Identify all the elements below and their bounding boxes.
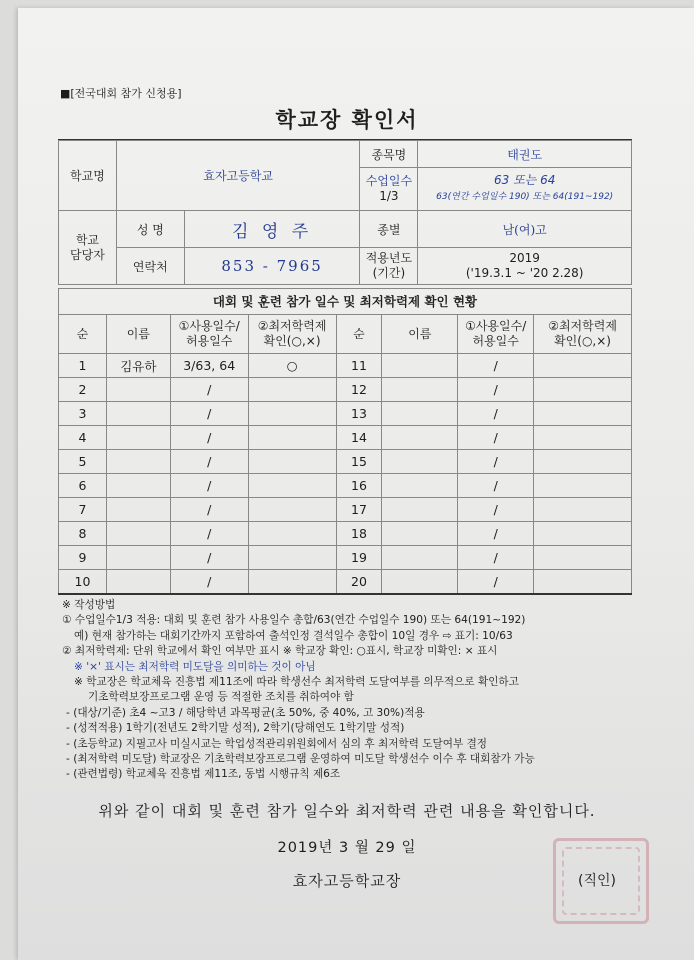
header-min-right-2: 확인(○,×) [554, 334, 611, 348]
row-days: / [458, 498, 534, 522]
row-name [382, 378, 458, 402]
instruction-line: - (관련법령) 학교체육 진흥법 제11조, 동법 시행규칙 제6조 [66, 768, 341, 781]
row-name [106, 522, 170, 546]
row-name: 김유하 [106, 354, 170, 378]
instructions [62, 598, 662, 783]
row-no: 16 [336, 474, 382, 498]
check-table-header [59, 315, 632, 354]
days-label-2: 1/3 [379, 189, 399, 203]
manager-label [59, 211, 117, 285]
row-no: 13 [336, 402, 382, 426]
header-min-left-1: ②최저학력제 [257, 319, 327, 333]
row-min [534, 378, 632, 402]
row-name [106, 546, 170, 570]
instruction-line: - (초등학교) 지필고사 미실시교는 학업성적관리위원회에서 심의 후 최저학력 도달여부 결정 [66, 737, 488, 750]
row-name [382, 570, 458, 595]
school-name: 효자고등학교 [116, 141, 360, 211]
row-name [382, 522, 458, 546]
row-days: / [170, 402, 248, 426]
contact-label: 연락처 [116, 248, 184, 285]
row-min [248, 450, 336, 474]
table-row [59, 354, 632, 378]
row-no: 10 [59, 570, 107, 595]
manager-label-1: 학교 [75, 232, 100, 247]
instruction-line: 기초학력보장프로그램 운영 등 적절한 조치를 취하여야 함 [88, 691, 354, 704]
days-value-2: 63(연간 수업일수 190) 또는 64(191~192) [436, 192, 614, 202]
row-days: / [458, 426, 534, 450]
header-min-left-2: 확인(○,×) [263, 334, 321, 348]
row-no: 7 [59, 498, 107, 522]
school-label: 학교명 [59, 141, 117, 211]
row-name [382, 354, 458, 378]
row-min [534, 570, 632, 595]
table-row [59, 426, 632, 450]
instruction-line: ※ '×' 표시는 최저학력 미도달을 의미하는 것이 아님 [74, 660, 316, 673]
table-row [59, 378, 632, 402]
row-min [534, 546, 632, 570]
row-min [248, 498, 336, 522]
name-label: 성 명 [116, 211, 184, 248]
principal-name: 효자고등학교장 [292, 872, 402, 890]
row-min [534, 450, 632, 474]
row-name [382, 402, 458, 426]
row-name [106, 402, 170, 426]
year-label-2: (기간) [372, 266, 406, 280]
table-row [59, 402, 632, 426]
row-name [106, 378, 170, 402]
row-name [382, 474, 458, 498]
year-value-1: 2019 [509, 251, 540, 265]
confirmation-text: 위와 같이 대회 및 훈련 참가 일수와 최저학력 관련 내용을 확인합니다. [98, 802, 596, 820]
document-title: 학교장 확인서 [275, 108, 419, 132]
sport-value: 태권도 [418, 141, 632, 168]
instruction-line: 예) 현재 참가하는 대회기간까지 포함하여 출석인정 결석일수 총합이 10일 경우 ⇨ 표기: 10/63 [74, 629, 513, 642]
row-days: / [170, 498, 248, 522]
row-days: / [458, 354, 534, 378]
row-days: / [458, 474, 534, 498]
header-min-right [534, 315, 632, 354]
header-no-left: 순 [59, 315, 107, 354]
row-min [248, 378, 336, 402]
row-min [534, 354, 632, 378]
gender-label: 종별 [360, 211, 418, 248]
row-days: / [170, 474, 248, 498]
row-no: 1 [59, 354, 107, 378]
row-name [106, 498, 170, 522]
instruction-line: - (성적적용) 1학기(전년도 2학기말 성적), 2학기(당해연도 1학기말 성적) [66, 722, 405, 735]
row-min [534, 522, 632, 546]
row-days: / [170, 546, 248, 570]
row-no: 20 [336, 570, 382, 595]
sport-label: 종목명 [360, 141, 418, 168]
row-min [248, 474, 336, 498]
instruction-line: ※ 학교장은 학교체육 진흥법 제11조에 따라 학생선수 최저학력 도달여부를 의무적으로 확인하고 [74, 676, 519, 689]
gender-value: 남(여)고 [418, 211, 632, 248]
row-no: 6 [59, 474, 107, 498]
row-days: / [170, 522, 248, 546]
header-days-right [458, 315, 534, 354]
row-days: / [458, 570, 534, 595]
row-name [382, 546, 458, 570]
instruction-line: ① 수업일수1/3 적용: 대회 및 훈련 참가 사용일수 총합/63(연간 수업일수 190) 또는 64(191~192) [62, 614, 526, 627]
row-name [382, 426, 458, 450]
header-days-left-1: ①사용일수/ [178, 319, 240, 333]
header-no-right: 순 [336, 315, 382, 354]
row-no: 2 [59, 378, 107, 402]
confirmation-date: 2019년 3 월 29 일 [277, 840, 417, 856]
row-name [106, 426, 170, 450]
row-days: 3/63, 64 [170, 354, 248, 378]
row-min [248, 426, 336, 450]
instruction-line: - (최저학력 미도달) 학교장은 기초학력보장프로그램 운영하여 미도달 학생선수 이수 후 대회참가 가능 [66, 753, 535, 766]
row-min [248, 522, 336, 546]
row-no: 11 [336, 354, 382, 378]
row-name [106, 450, 170, 474]
check-table [58, 314, 632, 595]
row-min [248, 546, 336, 570]
row-no: 9 [59, 546, 107, 570]
header-name-right: 이름 [382, 315, 458, 354]
instructions-heading: ※ 작성방법 [62, 599, 116, 611]
row-days: / [458, 450, 534, 474]
row-no: 5 [59, 450, 107, 474]
info-table [58, 140, 632, 285]
row-min [534, 474, 632, 498]
table-row [59, 498, 632, 522]
table-row [59, 450, 632, 474]
year-label-1: 적용년도 [365, 251, 413, 265]
table-row [59, 546, 632, 570]
row-no: 8 [59, 522, 107, 546]
row-min [248, 570, 336, 595]
row-name [106, 570, 170, 595]
row-no: 3 [59, 402, 107, 426]
row-min [534, 498, 632, 522]
row-days: / [458, 522, 534, 546]
row-min [534, 426, 632, 450]
row-no: 17 [336, 498, 382, 522]
row-no: 4 [59, 426, 107, 450]
header-days-left-2: 허용일수 [186, 334, 233, 348]
check-table-title: 대회 및 훈련 참가 일수 및 최저학력제 확인 현황 [58, 288, 632, 314]
year-value [418, 248, 632, 285]
row-no: 19 [336, 546, 382, 570]
year-value-2: ('19.3.1 ~ '20 2.28) [465, 266, 584, 280]
row-days: / [170, 426, 248, 450]
header-name-left: 이름 [106, 315, 170, 354]
row-days: / [458, 546, 534, 570]
header-days-left [170, 315, 248, 354]
seal-label: (직인) [578, 873, 616, 889]
row-days: / [170, 570, 248, 595]
days-label [360, 168, 418, 211]
table-row [59, 522, 632, 546]
contact-value: 853 - 7965 [184, 248, 360, 285]
row-min: ○ [248, 354, 336, 378]
row-no: 15 [336, 450, 382, 474]
row-days: / [458, 378, 534, 402]
row-no: 18 [336, 522, 382, 546]
row-name [106, 474, 170, 498]
row-min [248, 402, 336, 426]
header-note: ■[전국대회 참가 신청용] [60, 87, 182, 100]
row-name [382, 498, 458, 522]
header-min-right-1: ②최저학력제 [548, 319, 617, 333]
row-days: / [170, 450, 248, 474]
table-row [59, 570, 632, 595]
header-days-right-1: ①사용일수/ [465, 319, 527, 333]
header-min-left [248, 315, 336, 354]
days-value [418, 168, 632, 211]
instruction-line: ② 최저학력제: 단위 학교에서 확인 여부만 표시 ※ 학교장 확인: ○표시, 학교장 미확인: × 표시 [62, 645, 498, 658]
row-name [382, 450, 458, 474]
manager-label-2: 담당자 [70, 247, 105, 262]
manager-name: 김 영 주 [184, 211, 360, 248]
days-label-1: 수업일수 [365, 174, 413, 188]
header-days-right-2: 허용일수 [472, 334, 519, 348]
row-no: 12 [336, 378, 382, 402]
table-row [59, 474, 632, 498]
row-days: / [458, 402, 534, 426]
row-min [534, 402, 632, 426]
row-days: / [170, 378, 248, 402]
year-label [360, 248, 418, 285]
days-value-1: 63 또는 64 [493, 173, 556, 187]
row-no: 14 [336, 426, 382, 450]
instruction-line: - (대상/기준) 초4 ~고3 / 해당학년 과목평균(초 50%, 중 40%, 고 30%)적용 [66, 706, 425, 719]
